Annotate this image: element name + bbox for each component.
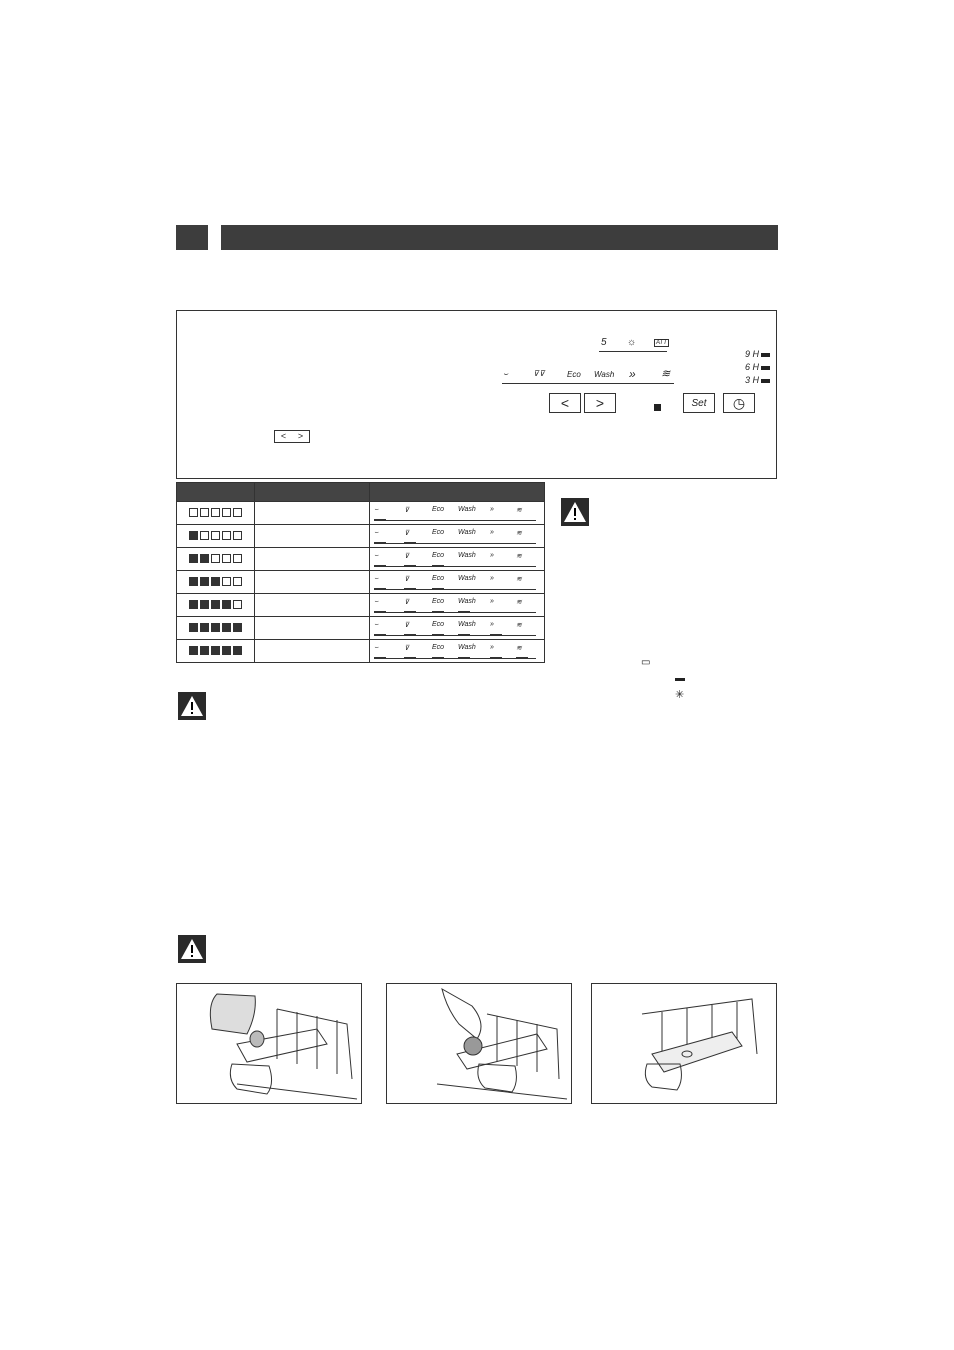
table-row — [177, 640, 545, 663]
program-symbol: ≋ — [661, 368, 671, 380]
lit-indicator — [490, 634, 502, 636]
legend-on-symbol: ▬ — [675, 673, 685, 684]
table-row — [177, 525, 545, 548]
program-icon: Wash — [458, 552, 476, 559]
program-icon: Wash — [458, 598, 476, 605]
delay-9h-led — [761, 353, 770, 357]
lit-indicator — [404, 611, 416, 613]
program-icon: ⊽ — [404, 507, 410, 514]
program-icon: » — [490, 575, 494, 582]
warning-icon — [178, 692, 206, 720]
program-icon: ⌣ — [374, 575, 379, 582]
lit-indicator — [374, 588, 386, 590]
program-icon: ≋ — [516, 576, 522, 583]
program-icon: ⊽ — [404, 599, 410, 606]
lit-indicator — [374, 565, 386, 567]
delay-3h-led — [761, 379, 770, 383]
program-icon: Wash — [458, 575, 476, 582]
illustration-insert-tablet — [386, 983, 572, 1104]
panel-symbol: 5 — [601, 337, 607, 348]
lit-indicator — [404, 657, 416, 659]
illustration-close-lid — [591, 983, 777, 1104]
lit-indicator — [516, 657, 528, 659]
lit-indicator — [490, 657, 502, 659]
program-icon: Eco — [432, 552, 445, 559]
program-icon: ≋ — [516, 507, 522, 514]
table-row — [177, 571, 545, 594]
program-symbol: » — [629, 367, 636, 381]
delay-6h-led — [761, 366, 770, 370]
program-icon: ⌣ — [374, 529, 379, 536]
program-right-button[interactable]: > — [584, 393, 616, 413]
delay-start-button[interactable]: ◷ — [723, 393, 755, 413]
lit-indicator — [404, 542, 416, 544]
panel-symbol: ☼ — [627, 337, 637, 348]
table-row — [177, 594, 545, 617]
warning-icon — [561, 498, 589, 526]
program-icon: ⊽ — [404, 576, 410, 583]
lit-indicator — [404, 588, 416, 590]
legend-blink-symbol: ✳ — [675, 689, 685, 701]
program-icon: Wash — [458, 506, 476, 513]
panel-symbol: ATT — [656, 340, 667, 346]
program-icon: » — [490, 644, 494, 651]
lit-indicator — [432, 634, 444, 636]
program-symbol: Eco — [567, 370, 581, 379]
program-icon: ⌣ — [374, 552, 379, 559]
lit-indicator — [374, 542, 386, 544]
lit-indicator — [404, 634, 416, 636]
program-icon: ⊽ — [404, 645, 410, 652]
program-icon: » — [490, 552, 494, 559]
table-row — [177, 617, 545, 640]
lit-indicator — [458, 611, 470, 613]
program-icon: ⊽ — [404, 553, 410, 560]
program-icon: Eco — [432, 529, 445, 536]
lit-indicator — [374, 519, 386, 521]
delay-label: 3 H — [744, 375, 759, 385]
program-icon: » — [490, 621, 494, 628]
lit-indicator — [458, 634, 470, 636]
program-icon: ⌣ — [374, 644, 379, 651]
lit-indicator — [432, 588, 444, 590]
set-button[interactable]: Set — [683, 393, 715, 413]
program-icon: ⌣ — [374, 621, 379, 628]
section-number-bar — [176, 225, 208, 250]
program-icon: » — [490, 598, 494, 605]
program-icon: ≋ — [516, 622, 522, 629]
program-symbol: ⊽⊽ — [533, 369, 545, 378]
program-symbol: ⌣ — [503, 369, 509, 378]
program-icon: Eco — [432, 506, 445, 513]
program-icon: Eco — [432, 598, 445, 605]
level-settings-table — [176, 482, 545, 663]
program-icon: ≋ — [516, 645, 522, 652]
lit-indicator — [458, 657, 470, 659]
program-icon: Wash — [458, 644, 476, 651]
program-icon: ≋ — [516, 530, 522, 537]
table-row — [177, 548, 545, 571]
lit-indicator — [404, 565, 416, 567]
program-icon: » — [490, 506, 494, 513]
program-icon: ⌣ — [374, 598, 379, 605]
program-icon: ≋ — [516, 599, 522, 606]
table-row — [177, 502, 545, 525]
program-left-button[interactable]: < — [549, 393, 581, 413]
lit-indicator — [374, 611, 386, 613]
delay-label: 9 H — [744, 349, 759, 359]
delay-label: 6 H — [744, 362, 759, 372]
warning-icon — [178, 935, 206, 963]
program-icon: ≋ — [516, 553, 522, 560]
program-symbol: Wash — [594, 370, 615, 379]
program-icon: ⊽ — [404, 622, 410, 629]
lit-indicator — [432, 565, 444, 567]
status-indicator — [654, 404, 661, 411]
program-icon: Wash — [458, 529, 476, 536]
program-icon: » — [490, 529, 494, 536]
lit-indicator — [374, 634, 386, 636]
program-icon: Wash — [458, 621, 476, 628]
program-icon: Eco — [432, 621, 445, 628]
program-icon: ⌣ — [374, 506, 379, 513]
lit-indicator — [432, 611, 444, 613]
section-title-bar — [221, 225, 778, 250]
program-icon: ⊽ — [404, 530, 410, 537]
control-panel-diagram: 5 ☼ ATT ⌣ ⊽⊽ Eco Wash » ≋ < > Set ◷ 9 H 6 H 3 H < > — [176, 310, 777, 479]
program-icon: Eco — [432, 644, 445, 651]
program-icon: Eco — [432, 575, 445, 582]
lit-indicator — [432, 657, 444, 659]
lit-indicator — [374, 657, 386, 659]
illustration-pour-salt — [176, 983, 362, 1104]
legend-off-symbol: ▭ — [641, 657, 651, 668]
